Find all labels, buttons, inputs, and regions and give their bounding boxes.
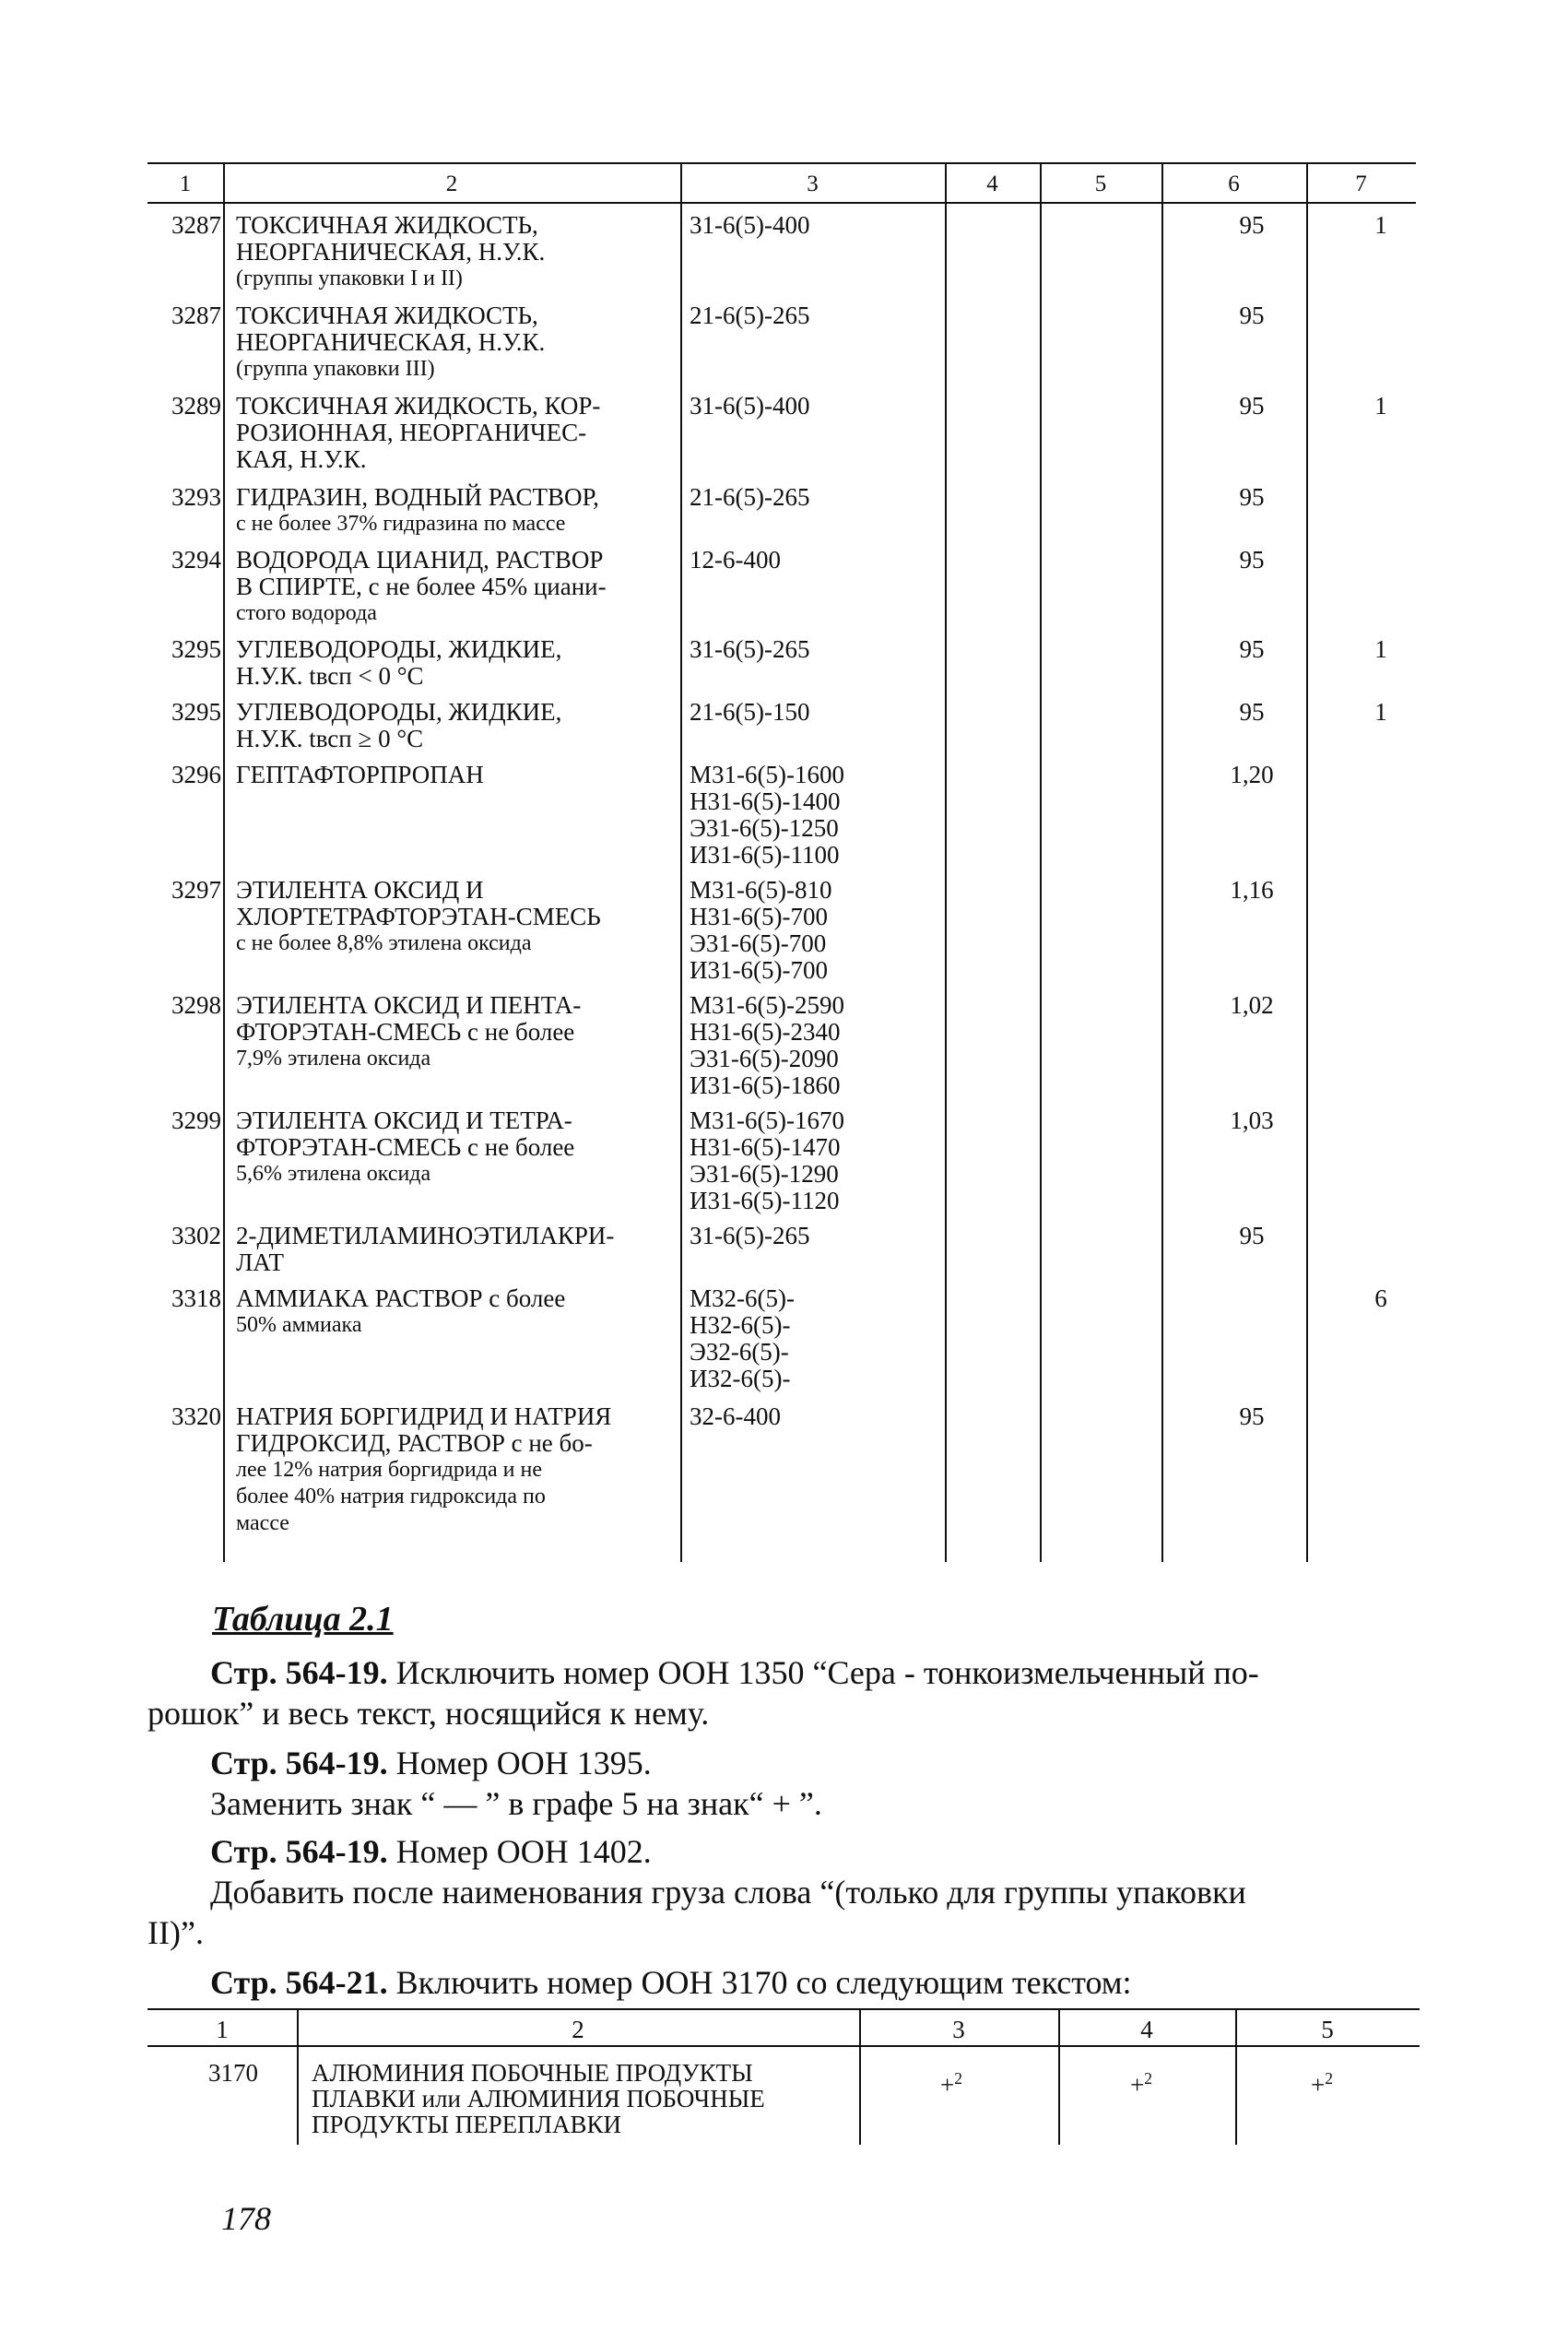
table-top-rule: [147, 162, 1416, 164]
container-code-line: Н31-6(5)-1470: [690, 1133, 841, 1161]
cargo-name-line: ФТОРЭТАН-СМЕСЬ с не более: [236, 1133, 575, 1161]
column-6-value: 95: [1239, 302, 1265, 329]
un-number: 3170: [208, 2059, 258, 2087]
container-code: [690, 1285, 938, 1392]
container-code-line: И32-6(5)-: [690, 1365, 791, 1392]
un-number: 3297: [171, 876, 221, 904]
plus-mark: +$^2$: [1311, 2069, 1333, 2099]
cargo-description-line: лее 12% натрия боргидрида и не: [236, 1458, 542, 1482]
column-divider: [680, 162, 682, 1562]
column-header: 1: [216, 2016, 229, 2043]
column-header: 7: [1355, 172, 1367, 196]
cargo-name-line: Н.У.К. tвсп < 0 °С: [236, 662, 424, 690]
cargo-description-line: с не более 8,8% этилена оксида: [236, 931, 532, 955]
container-code: [690, 393, 938, 420]
cargo-name: [236, 699, 669, 752]
cargo-name: [236, 762, 669, 788]
column-header: 1: [179, 172, 192, 196]
container-code-line: И31-6(5)-700: [690, 956, 828, 984]
table-top-rule: [147, 2008, 1420, 2010]
paragraph-line: Добавить после наименования груза слова “(только для группы упаковки: [210, 1874, 1246, 1911]
cargo-name-line: УГЛЕВОДОРОДЫ, ЖИДКИЕ,: [236, 635, 562, 663]
cargo-description-line: 7,9% этилена оксида: [236, 1047, 431, 1071]
cargo-description-line: стого водорода: [236, 601, 377, 625]
container-code-line: И31-6(5)-1120: [690, 1187, 840, 1214]
un-number: 3318: [171, 1284, 221, 1312]
column-divider: [223, 162, 225, 1562]
cargo-name-line: ФТОРЭТАН-СМЕСЬ с не более: [236, 1018, 575, 1046]
column-header: 2: [445, 172, 458, 196]
cargo-name: [236, 302, 669, 383]
paragraph-text: Номер ООН 1395.: [395, 1745, 652, 1781]
container-code-line: М32-6(5)-: [690, 1284, 795, 1312]
container-code-line: 31-6(5)-400: [690, 211, 810, 239]
paragraph-text: Номер ООН 1402.: [395, 1833, 652, 1870]
cargo-name: [236, 636, 669, 690]
column-6-value: 1,02: [1230, 991, 1274, 1019]
column-header: 6: [1228, 172, 1240, 196]
container-code-line: 31-6(5)-265: [690, 635, 810, 663]
cargo-name: [236, 992, 669, 1072]
cargo-description-line: 50% аммиака: [236, 1313, 362, 1337]
container-code-line: Э31-6(5)-1290: [690, 1160, 839, 1188]
cargo-description-line: 5,6% этилена оксида: [236, 1162, 431, 1186]
un-number: 3302: [171, 1222, 221, 1249]
un-number: 3298: [171, 991, 221, 1019]
paragraph-line: Заменить знак “ — ” в графе 5 на знак“ + ”.: [210, 1785, 822, 1822]
container-code: [690, 992, 938, 1099]
column-6-value: 1,03: [1230, 1106, 1274, 1134]
column-header: 3: [807, 172, 819, 196]
un-number: 3295: [171, 635, 221, 663]
page-reference: Стр. 564-21.: [210, 1964, 388, 2001]
page-reference: Стр. 564-19.: [210, 1654, 388, 1691]
plus-mark: +$^2$: [940, 2069, 962, 2099]
cargo-name: [312, 2060, 855, 2137]
page-reference: Стр. 564-19.: [210, 1745, 388, 1781]
cargo-name: [236, 1107, 669, 1188]
column-6-value: 95: [1239, 635, 1265, 663]
container-code: [690, 877, 938, 984]
cargo-name-line: НАТРИЯ БОРГИДРИД И НАТРИЯ: [236, 1402, 612, 1430]
container-code-line: Э32-6(5)-: [690, 1338, 789, 1366]
cargo-name-line: ХЛОРТЕТРАФТОРЭТАН-СМЕСЬ: [236, 903, 601, 930]
table-header-rule: [147, 2045, 1420, 2047]
column-6-value: 95: [1239, 1222, 1265, 1249]
column-6-value: 1,20: [1230, 761, 1274, 788]
container-code: [690, 699, 938, 726]
paragraph-text: Включить номер ООН 3170 со следующим текстом:: [395, 1964, 1132, 2001]
container-code-line: Э31-6(5)-1250: [690, 814, 839, 842]
column-7-value: 1: [1374, 211, 1387, 239]
cargo-name-line: РОЗИОННАЯ, НЕОРГАНИЧЕС-: [236, 419, 587, 446]
container-code-line: Н31-6(5)-2340: [690, 1018, 841, 1046]
column-6-value: 95: [1239, 483, 1265, 511]
container-code-line: 21-6(5)-265: [690, 302, 810, 329]
column-divider: [1040, 162, 1042, 1562]
container-code: [690, 302, 938, 329]
column-header: 5: [1094, 172, 1107, 196]
un-number: 3320: [171, 1402, 221, 1430]
amendment-paragraph: [210, 1743, 1418, 1783]
cargo-name-line: АЛЮМИНИЯ ПОБОЧНЫЕ ПРОДУКТЫ: [312, 2059, 753, 2087]
column-6-value: 1,16: [1230, 876, 1274, 904]
cargo-description-line: более 40% натрия гидроксида по: [236, 1485, 546, 1509]
column-header: 4: [986, 172, 998, 196]
cargo-name: [236, 1285, 669, 1339]
paragraph-continuation: II)”.: [147, 1914, 204, 1951]
column-header: 5: [1321, 2016, 1334, 2043]
column-6-value: 95: [1239, 211, 1265, 239]
cargo-name-line: ТОКСИЧНАЯ ЖИДКОСТЬ, КОР-: [236, 392, 601, 420]
container-code-line: И31-6(5)-1860: [690, 1071, 841, 1099]
container-code: [690, 1223, 938, 1249]
container-code-line: Н31-6(5)-700: [690, 903, 828, 930]
container-code: [690, 1403, 938, 1430]
cargo-name-line: НЕОРГАНИЧЕСКАЯ, Н.У.К.: [236, 328, 546, 356]
column-6-value: 95: [1239, 698, 1265, 726]
un-number: 3299: [171, 1106, 221, 1134]
cargo-name-line: ЭТИЛЕНТА ОКСИД И ТЕТРА-: [236, 1106, 572, 1134]
cargo-name-line: ВОДОРОДА ЦИАНИД, РАСТВОР: [236, 546, 604, 574]
column-6-value: 95: [1239, 546, 1265, 574]
column-divider: [1161, 162, 1163, 1562]
container-code-line: 32-6-400: [690, 1402, 781, 1430]
column-divider: [945, 162, 947, 1562]
cargo-name-line: ПЛАВКИ или АЛЮМИНИЯ ПОБОЧНЫЕ: [312, 2085, 765, 2112]
container-code-line: Э31-6(5)-2090: [690, 1045, 839, 1072]
table-header-rule: [147, 202, 1416, 204]
container-code-line: М31-6(5)-810: [690, 876, 832, 904]
container-code-line: Н31-6(5)-1400: [690, 787, 841, 815]
cargo-name-line: АММИАКА РАСТВОР с более: [236, 1284, 566, 1312]
container-code: [690, 762, 938, 869]
un-number: 3287: [171, 211, 221, 239]
container-code-line: М31-6(5)-1600: [690, 761, 844, 788]
cargo-name-line: КАЯ, Н.У.К.: [236, 445, 367, 473]
cargo-name-line: Н.У.К. tвсп ≥ 0 °С: [236, 725, 424, 752]
column-7-value: 6: [1374, 1284, 1387, 1312]
column-divider: [1306, 162, 1308, 1562]
cargo-name-line: ГИДРАЗИН, ВОДНЫЙ РАСТВОР,: [236, 483, 599, 511]
cargo-name: [236, 484, 669, 538]
column-7-value: 1: [1374, 392, 1387, 420]
table-caption: Таблица 2.1: [212, 1600, 394, 1639]
cargo-description-line: с не более 37% гидразина по массе: [236, 512, 566, 536]
cargo-description-line: массе: [236, 1511, 289, 1535]
container-code: [690, 547, 938, 574]
column-6-value: 95: [1239, 1402, 1265, 1430]
cargo-name-line: 2-ДИМЕТИЛАМИНОЭТИЛАКРИ-: [236, 1222, 615, 1249]
cargo-name-line: ЛАТ: [236, 1248, 284, 1276]
un-number: 3295: [171, 698, 221, 726]
amendment-paragraph: [210, 1831, 1418, 1872]
container-code-line: Э31-6(5)-700: [690, 929, 827, 957]
un-number: 3287: [171, 302, 221, 329]
cargo-name: [236, 212, 669, 292]
container-code-line: 12-6-400: [690, 546, 781, 574]
cargo-name: [236, 877, 669, 957]
cargo-name-line: В СПИРТЕ, с не более 45% циани-: [236, 573, 607, 600]
cargo-name-line: ЭТИЛЕНТА ОКСИД И: [236, 876, 484, 904]
container-code: [690, 636, 938, 663]
paragraph-text: Исключить номер ООН 1350 “Сера - тонкоизмельченный по-: [395, 1654, 1259, 1691]
cargo-name-line: ГИДРОКСИД, РАСТВОР с не бо-: [236, 1429, 593, 1457]
container-code-line: 31-6(5)-400: [690, 392, 810, 420]
un-number: 3293: [171, 483, 221, 511]
column-header: 2: [572, 2016, 584, 2043]
cargo-name-line: ТОКСИЧНАЯ ЖИДКОСТЬ,: [236, 211, 538, 239]
un-number: 3296: [171, 761, 221, 788]
container-code-line: М31-6(5)-1670: [690, 1106, 844, 1134]
cargo-name: [236, 1403, 669, 1537]
cargo-name: [236, 393, 669, 473]
container-code: [690, 1107, 938, 1214]
container-code-line: 21-6(5)-150: [690, 698, 810, 726]
container-code-line: И31-6(5)-1100: [690, 841, 840, 869]
cargo-name: [236, 547, 669, 627]
container-code-line: Н32-6(5)-: [690, 1311, 791, 1339]
column-6-value: 95: [1239, 392, 1265, 420]
amendment-paragraph: [210, 1652, 1418, 1693]
cargo-name-line: ТОКСИЧНАЯ ЖИДКОСТЬ,: [236, 302, 538, 329]
cargo-name-line: ГЕПТАФТОРПРОПАН: [236, 761, 484, 788]
column-header: 4: [1140, 2016, 1153, 2043]
column-header: 3: [952, 2016, 965, 2043]
cargo-name-line: НЕОРГАНИЧЕСКАЯ, Н.У.К.: [236, 238, 546, 266]
cargo-name-line: ПРОДУКТЫ ПЕРЕПЛАВКИ: [312, 2111, 621, 2138]
amendment-paragraph: [210, 1962, 1418, 2003]
column-7-value: 1: [1374, 635, 1387, 663]
page-reference: Стр. 564-19.: [210, 1833, 388, 1870]
un-number: 3289: [171, 392, 221, 420]
cargo-name: [236, 1223, 669, 1276]
cargo-description-line: (группа упаковки III): [236, 357, 435, 381]
container-code: [690, 212, 938, 239]
page-number: 178: [221, 2200, 271, 2237]
paragraph-continuation: рошок” и весь текст, носящийся к нему.: [147, 1695, 710, 1732]
cargo-name-line: ЭТИЛЕНТА ОКСИД И ПЕНТА-: [236, 991, 582, 1019]
un-number: 3294: [171, 546, 221, 574]
container-code-line: М31-6(5)-2590: [690, 991, 844, 1019]
container-code-line: 21-6(5)-265: [690, 483, 810, 511]
plus-mark: +$^2$: [1130, 2069, 1152, 2099]
cargo-name-line: УГЛЕВОДОРОДЫ, ЖИДКИЕ,: [236, 698, 562, 726]
column-7-value: 1: [1374, 698, 1387, 726]
container-code-line: 31-6(5)-265: [690, 1222, 810, 1249]
cargo-description-line: (группы упаковки I и II): [236, 266, 463, 290]
container-code: [690, 484, 938, 511]
